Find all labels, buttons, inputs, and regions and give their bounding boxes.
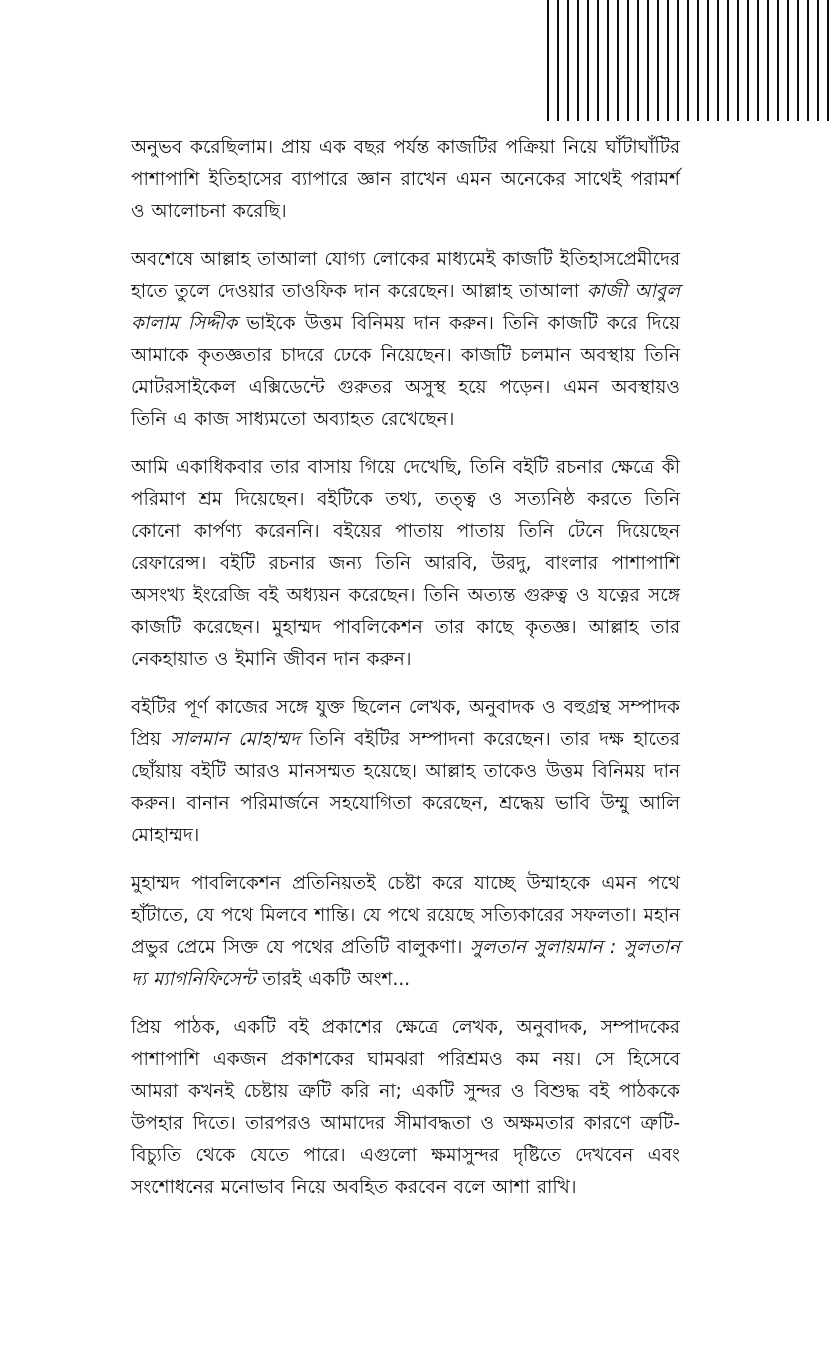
translator-name: কাজী আবুল কালাম সিদ্দীক [131, 281, 680, 334]
paragraph-4 [131, 692, 680, 852]
paragraph-3-text: আমি একাধিকবার তার বাসায় গিয়ে দেখেছি, তিনি বইটি রচনার ক্ষেত্রে কী পরিমাণ শ্রম দিয়েছেন। বইটিকে তথ্য, তত্ত্ব ও সত্যনিষ্ঠ করতে তিনি কোনো কার্পণ্য করেননি। বইয়ের পাতায় পাতায় তিনি টেনে দিয়েছেন রেফারেন্স। বইটি রচনার জন্য তিনি আরবি, উরদু, বাংলার পাশাপাশি অসংখ্য ইংরেজি বই অধ্যয়ন করেছেন। তিনি অত্যন্ত গুরুত্ব ও যত্নের সঙ্গে কাজটি করেছেন। মুহাম্মদ পাবলিকেশন তার কাছে কৃতজ্ঞ। আল্লাহ তার নেকহায়াত ও ইমানি জীবন দান করুন। [131, 457, 680, 670]
paragraph-2-text-a: অবশেষে আল্লাহ তাআলা যোগ্য লোকের মাধ্যমেই কাজটি ইতিহাসপ্রেমীদের হাতে তুলে দেওয়ার তাওফিক দান করেছেন। আল্লাহ তাআলা [131, 249, 680, 302]
paragraph-6-text: প্রিয় পাঠক, একটি বই প্রকাশের ক্ষেত্রে লেখক, অনুবাদক, সম্পাদকের পাশাপাশি একজন প্রকাশকের ঘামঝরা পরিশ্রমও কম নয়। সে হিসেবে আমরা কখনই চেষ্টায় ত্রুটি করি না; একটি সুন্দর ও বিশুদ্ধ বই পাঠককে উপহার দিতে। তারপরও আমাদের সীমাবদ্ধতা ও অক্ষমতার কারণে ত্রুটি-বিচ্যুতি থেকে যেতে পারে। এগুলো ক্ষমাসুন্দর দৃষ্টিতে দেখবেন এবং সংশোধনের মনোভাব নিয়ে অবহিত করবেন বলে আশা রাখি। [131, 1017, 680, 1198]
paragraph-2 [131, 244, 680, 436]
paragraph-5-text-b: তারই একটি অংশ... [255, 969, 411, 990]
paragraph-3 [131, 452, 680, 676]
paragraph-1 [131, 132, 680, 228]
paragraph-4-text-a: বইটির পূর্ণ কাজের সঙ্গে যুক্ত ছিলেন লেখক, অনুবাদক ও বহুগ্রন্থ সম্পাদক প্রিয় [131, 697, 680, 750]
editor-name: সালমান মোহাম্মদ [170, 729, 300, 750]
book-title: সুলতান সুলায়মান : সুলতান দ্য ম্যাগনিফিসেন্ট [131, 937, 680, 990]
page-body [131, 132, 680, 1220]
paragraph-2-text-b: ভাইকে উত্তম বিনিময় দান করুন। তিনি কাজটি করে দিয়ে আমাকে কৃতজ্ঞতার চাদরে ঢেকে নিয়েছেন। কাজটি চলমান অবস্থায় তিনি মোটরসাইকেল এক্সিডেন্টে গুরুতর অসুস্থ হয়ে পড়েন। এমন অবস্থায়ও তিনি এ কাজ সাধ্যমতো অব্যাহত রেখেছেন। [131, 313, 680, 430]
paragraph-5 [131, 868, 680, 996]
decorative-stripes [547, 0, 837, 121]
paragraph-6 [131, 1012, 680, 1204]
paragraph-5-text-a: মুহাম্মদ পাবলিকেশন প্রতিনিয়তই চেষ্টা করে যাচ্ছে উম্মাহকে এমন পথে হাঁটাতে, যে পথে মিলবে শান্তি। যে পথে রয়েছে সত্যিকারের সফলতা। মহান প্রভুর প্রেমে সিক্ত যে পথের প্রতিটি বালুকণা। [131, 873, 680, 958]
paragraph-4-text-b: তিনি বইটির সম্পাদনা করেছেন। তার দক্ষ হাতের ছোঁয়ায় বইটি আরও মানসম্মত হয়েছে। আল্লাহ তাকেও উত্তম বিনিময় দান করুন। বানান পরিমার্জনে সহযোগিতা করেছেন, শ্রদ্ধেয় ভাবি উম্মু আলি মোহাম্মদ। [131, 729, 680, 846]
paragraph-1-text: অনুভব করেছিলাম। প্রায় এক বছর পর্যন্ত কাজটির পক্রিয়া নিয়ে ঘাঁটাঘাঁটির পাশাপাশি ইতিহাসের ব্যাপারে জ্ঞান রাখেন এমন অনেকের সাথেই পরামর্শ ও আলোচনা করেছি। [131, 137, 680, 222]
